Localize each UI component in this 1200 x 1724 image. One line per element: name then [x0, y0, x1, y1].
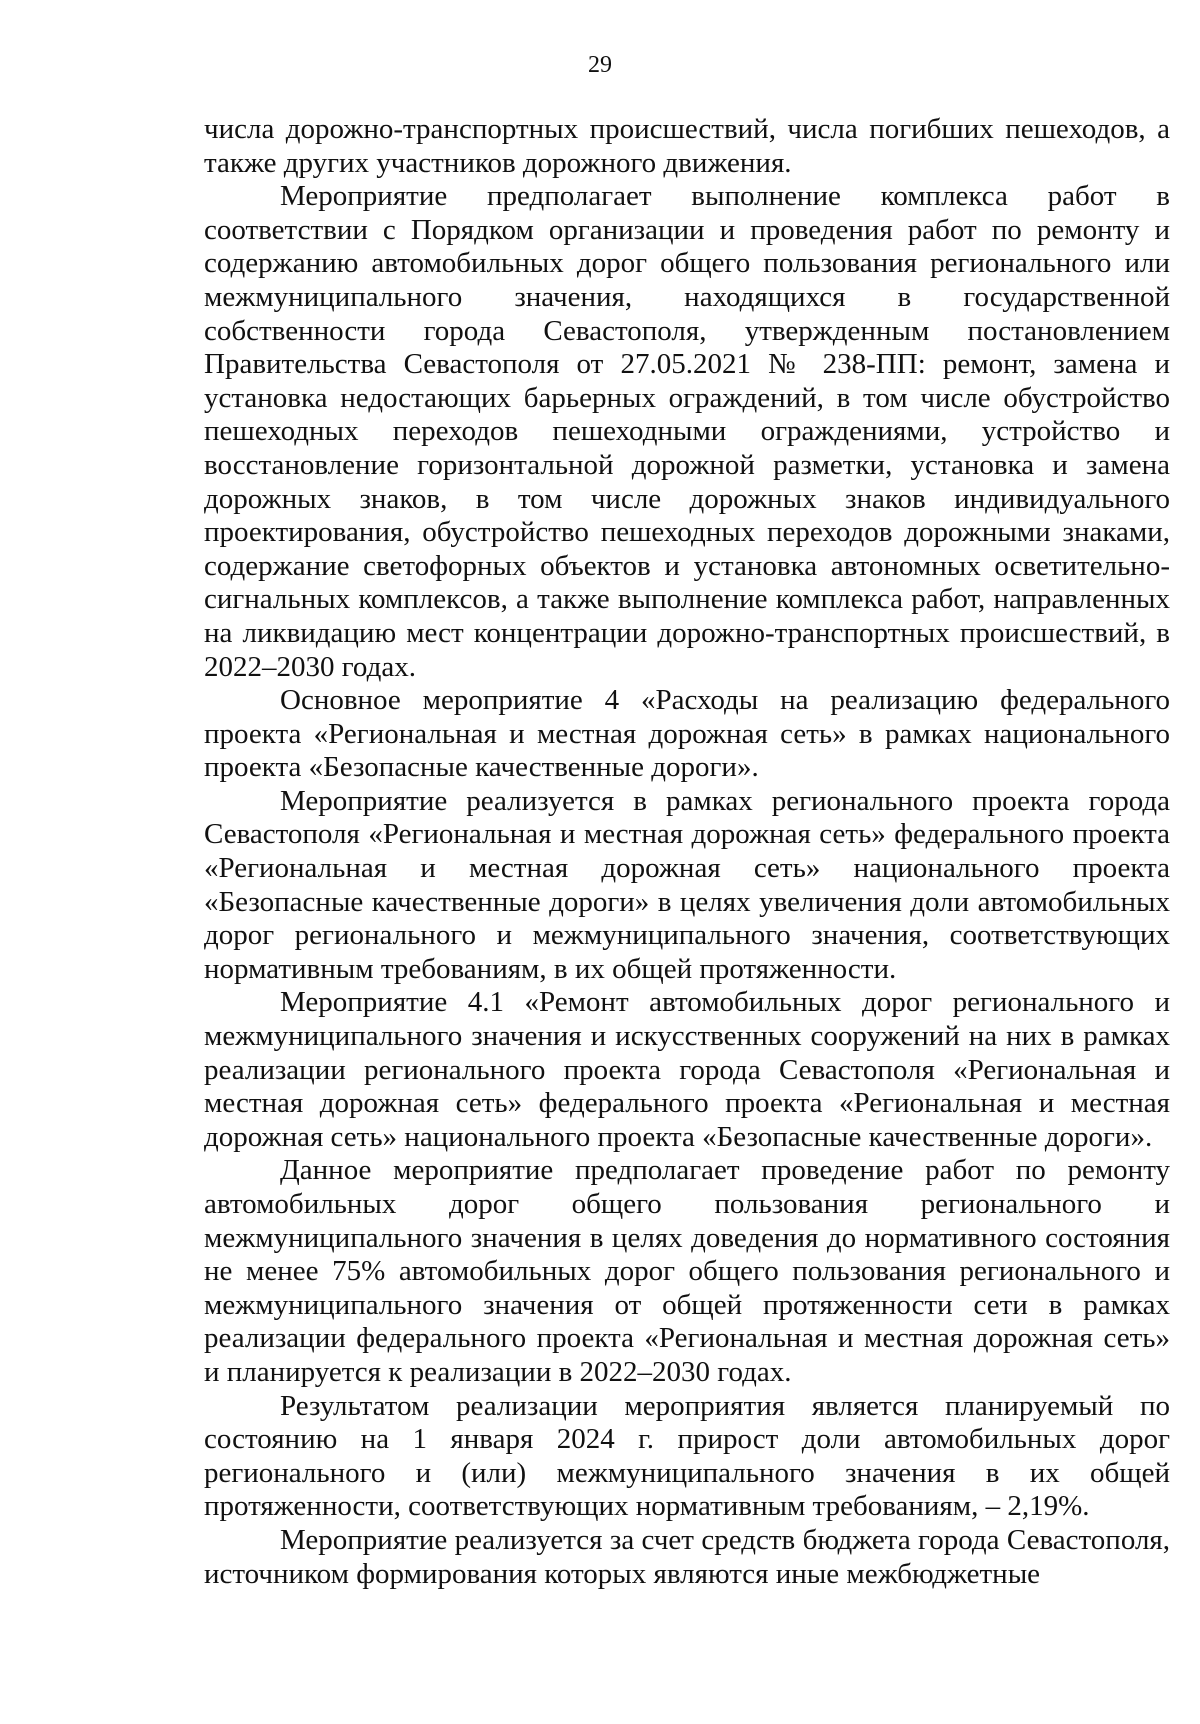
paragraph-main-activity-4: Основное мероприятие 4 «Расходы на реализацию федерального проекта «Региональная и местная дорожная сеть» в рамках национального проекта «Безопасные качественные дороги». [204, 684, 1170, 784]
paragraph-funding: Мероприятие реализуется за счет средств бюджета города Севастополя, источником формирования которых являются иные межбюджетные [204, 1523, 1170, 1590]
paragraph-regional-project: Мероприятие реализуется в рамках регионального проекта города Севастополя «Региональная и местная дорожная сеть» федерального проекта «Региональная и местная дорожная сеть» национального проекта «Безопасные качественные дороги» в целях увеличения доли автомобильных дорог регионального и межмуниципального значения, соответствующих нормативным требованиям, в их общей протяженности. [204, 784, 1170, 985]
paragraph-continuation: числа дорожно-транспортных происшествий, числа погибших пешеходов, а также других участников дорожного движения. [204, 113, 1170, 179]
paragraph-repair-works: Данное мероприятие предполагает проведение работ по ремонту автомобильных дорог общего пользования регионального и межмуниципального значения в целях доведения до нормативного состояния не менее 75% автомобильных дорог общего пользования регионального и межмуниципального значения от общей протяженности сети в рамках реализации федерального проекта «Региональная и местная дорожная сеть» и планируется к реализации в 2022–2030 годах. [204, 1154, 1170, 1388]
paragraph-activity-4-1: Мероприятие 4.1 «Ремонт автомобильных дорог регионального и межмуниципального значения и искусственных сооружений на них в рамках реализации регионального проекта города Севастополя «Региональная и местная дорожная сеть» федерального проекта «Региональная и местная дорожная сеть» национального проекта «Безопасные качественные дороги». [204, 986, 1170, 1153]
paragraph-activity-description: Мероприятие предполагает выполнение комплекса работ в соответствии с Порядком организации и проведения работ по ремонту и содержанию автомобильных дорог общего пользования регионального или межмуниципального значения, находящихся в государственной собственности города Севастополя, утвержденным постановлением Правительства Севастополя от 27.05.2021 № 238-ПП: ремонт, замена и установка недостающих барьерных ограждений, в том числе обустройство пешеходных переходов пешеходными ограждениями, устройство и восстановление горизонтальной дорожной разметки, установка и замена дорожных знаков, в том числе дорожных знаков индивидуального проектирования, обустройство пешеходных переходов дорожными знаками, содержание светофорных объектов и установка автономных осветительно-сигнальных комплексов, а также выполнение комплекса работ, направленных на ликвидацию мест концентрации дорожно-транспортных происшествий, в 2022–2030 годах. [204, 180, 1170, 683]
document-body [204, 113, 1170, 1591]
paragraph-result: Результатом реализации мероприятия является планируемый по состоянию на 1 января 2024 г. прирост доли автомобильных дорог регионального и (или) межмуниципального значения в их общей протяженности, соответствующих нормативным требованиям, – 2,19%. [204, 1389, 1170, 1523]
page-number: 29 [588, 52, 612, 78]
